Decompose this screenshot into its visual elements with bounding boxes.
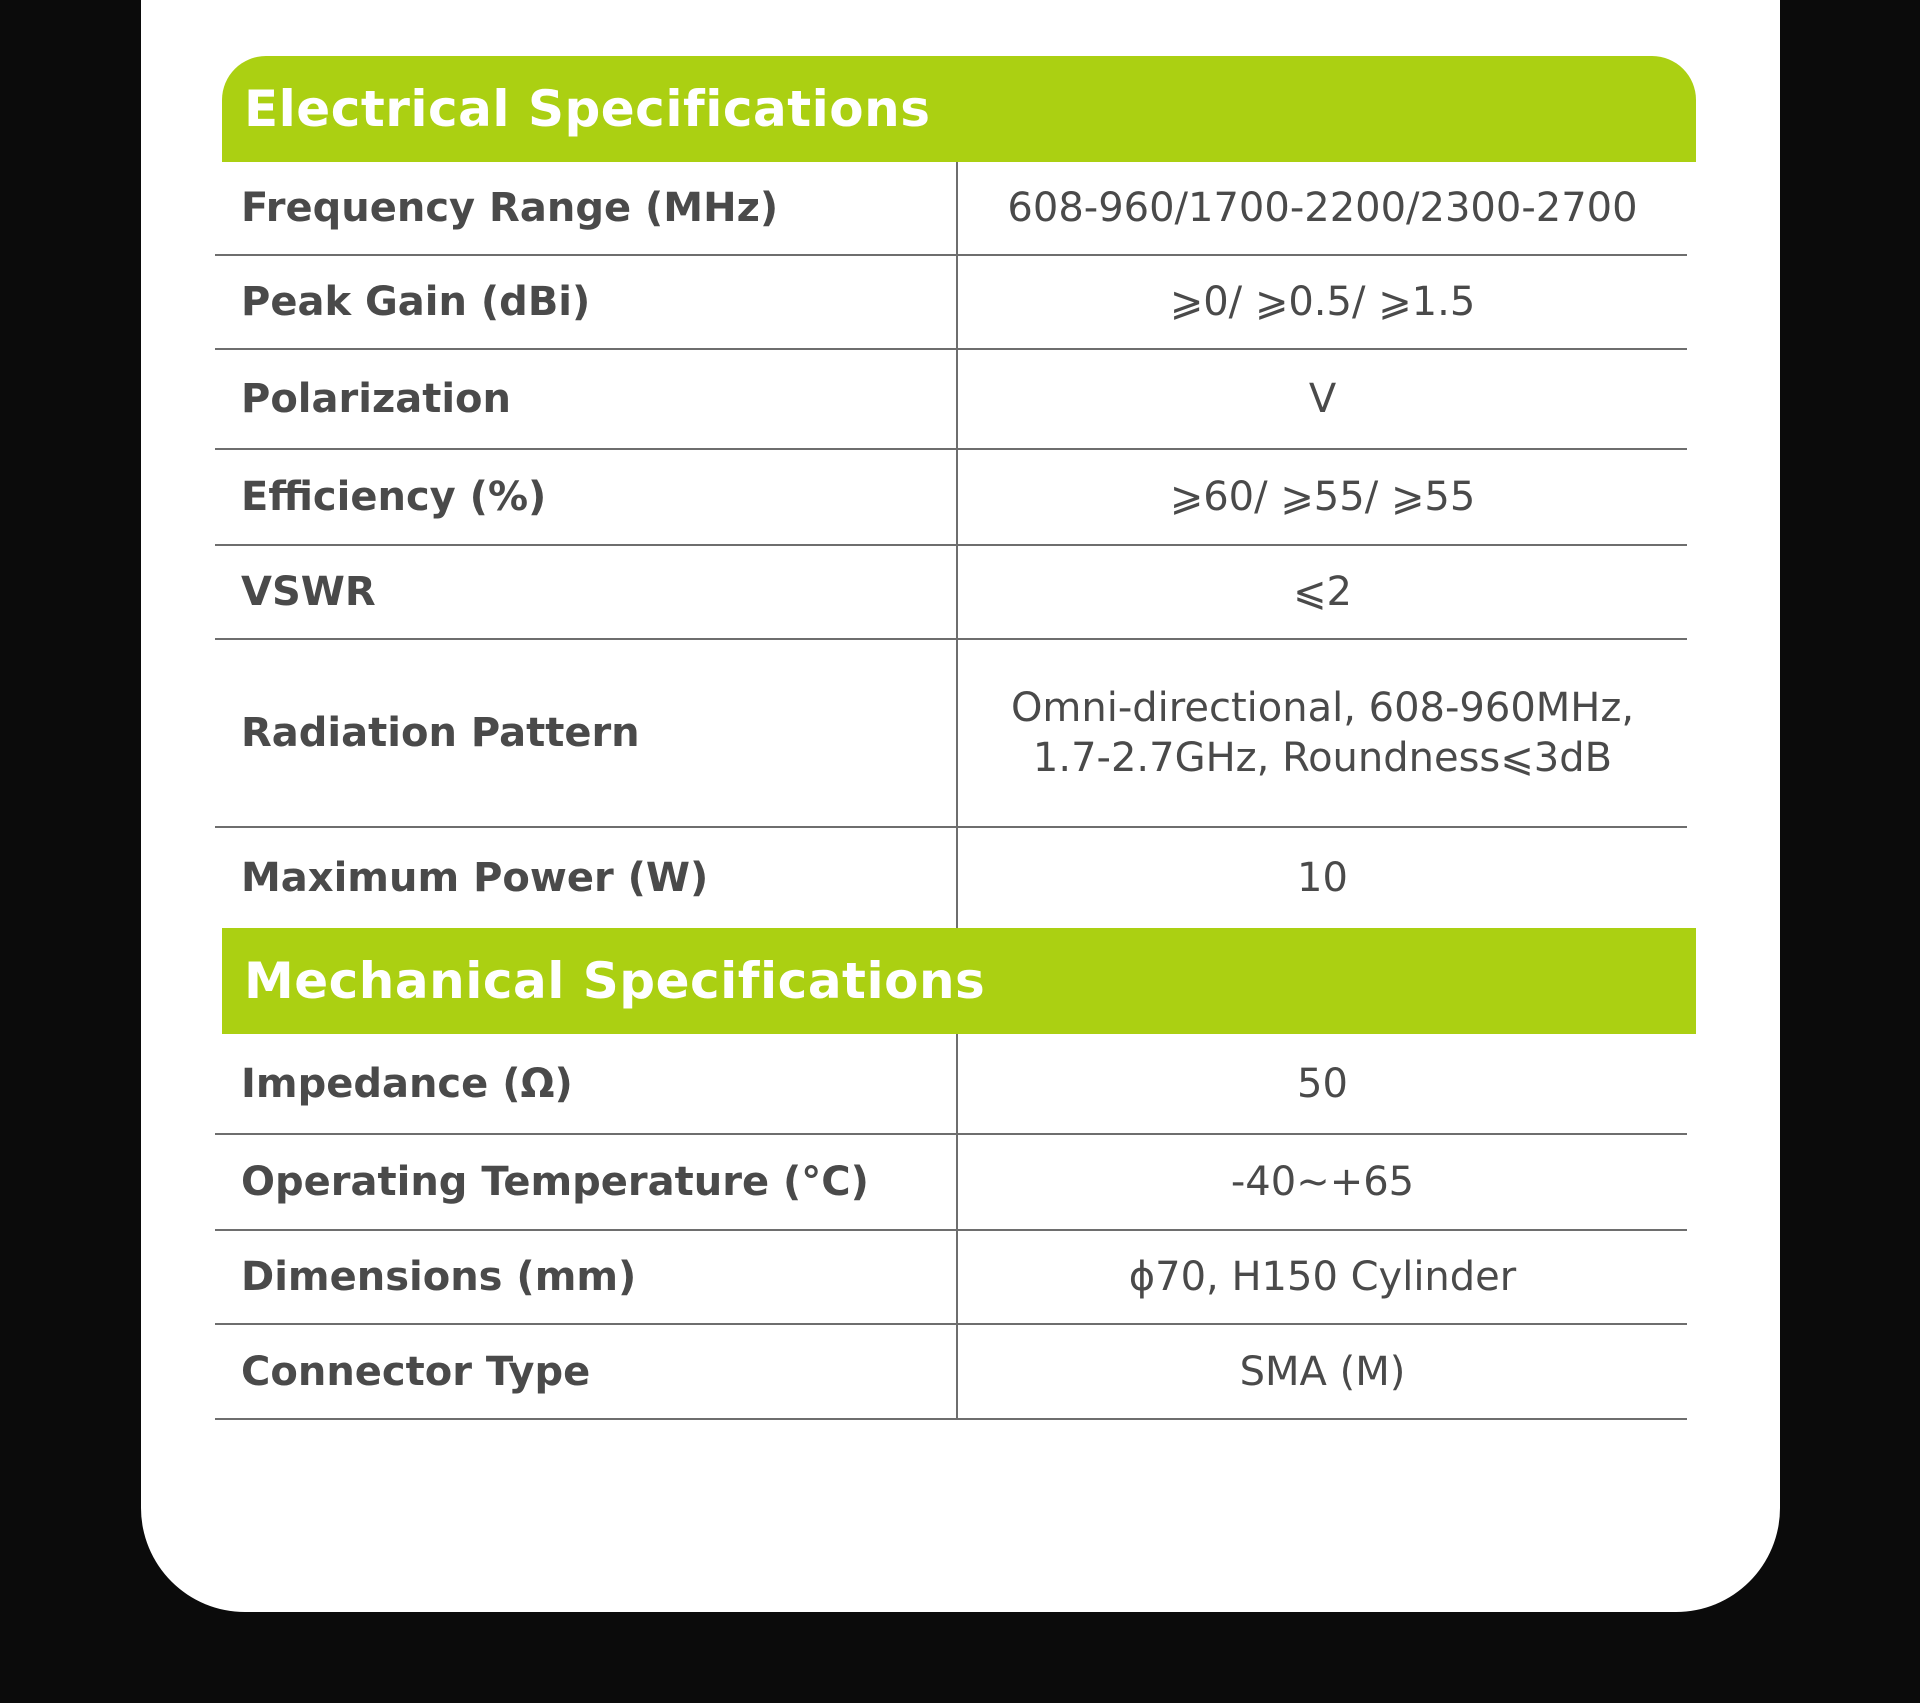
spec-value: -40~+65 bbox=[1230, 1159, 1415, 1205]
spec-value: ⩾0/ ⩾0.5/ ⩾1.5 bbox=[1169, 279, 1476, 325]
spec-value: V bbox=[1308, 376, 1337, 422]
mechanical-specs-header bbox=[222, 928, 1696, 1034]
table-row bbox=[215, 546, 1687, 640]
table-row bbox=[215, 162, 1687, 256]
table-row bbox=[215, 256, 1687, 350]
table-row bbox=[215, 1325, 1687, 1420]
electrical-specs-header bbox=[222, 56, 1696, 162]
spec-value: ϕ70, H150 Cylinder bbox=[1128, 1254, 1517, 1300]
spec-value: ⩽2 bbox=[1293, 569, 1352, 615]
electrical-specs-table bbox=[215, 162, 1687, 928]
table-row bbox=[215, 1231, 1687, 1325]
table-row bbox=[215, 828, 1687, 928]
table-row bbox=[215, 640, 1687, 828]
spec-label: VSWR bbox=[215, 546, 958, 638]
table-row bbox=[215, 1135, 1687, 1231]
spec-label: Dimensions (mm) bbox=[215, 1231, 958, 1323]
spec-value: 608-960/1700-2200/2300-2700 bbox=[1007, 185, 1638, 231]
spec-value: 50 bbox=[1297, 1060, 1348, 1107]
spec-value: ⩾60/ ⩾55/ ⩾55 bbox=[1169, 474, 1476, 520]
spec-value: 10 bbox=[1297, 855, 1348, 901]
spec-value: SMA (M) bbox=[1239, 1348, 1406, 1395]
table-row bbox=[215, 1034, 1687, 1135]
mechanical-specs-table bbox=[215, 1034, 1687, 1420]
electrical-specs-title: Electrical Specifications bbox=[244, 80, 931, 138]
spec-label: Connector Type bbox=[215, 1325, 958, 1418]
spec-value-line: 1.7-2.7GHz, Roundness⩽3dB bbox=[1032, 735, 1613, 781]
spec-value-line: Omni-directional, 608-960MHz, bbox=[1010, 685, 1635, 731]
spec-label: Peak Gain (dBi) bbox=[215, 256, 958, 348]
spec-label: Radiation Pattern bbox=[215, 640, 958, 826]
mechanical-specs-title: Mechanical Specifications bbox=[244, 952, 986, 1010]
spec-label: Impedance (Ω) bbox=[215, 1034, 958, 1133]
spec-value bbox=[958, 640, 1687, 826]
spec-label: Polarization bbox=[215, 350, 958, 448]
spec-label: Operating Temperature (°C) bbox=[215, 1135, 958, 1229]
table-row bbox=[215, 350, 1687, 450]
spec-label: Maximum Power (W) bbox=[215, 828, 958, 928]
table-row bbox=[215, 450, 1687, 546]
spec-label: Efficiency (%) bbox=[215, 450, 958, 544]
spec-label: Frequency Range (MHz) bbox=[215, 162, 958, 254]
